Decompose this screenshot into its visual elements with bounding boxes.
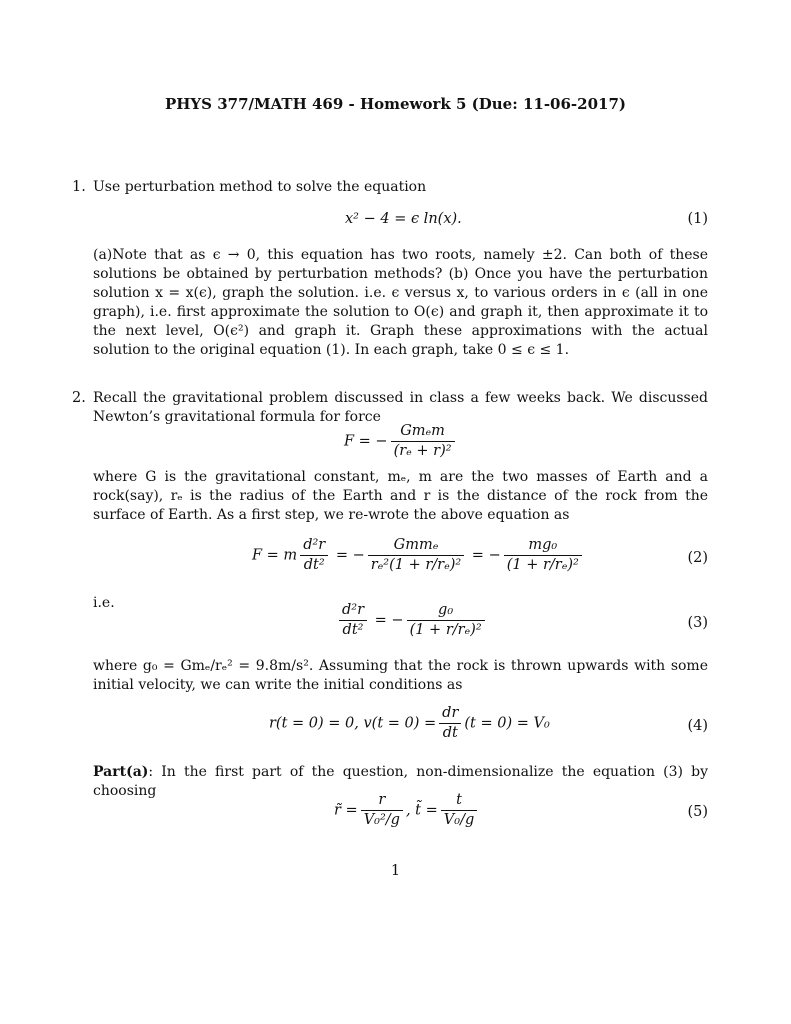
force-denominator: (rₑ + r)²	[393, 443, 452, 459]
equation-4-text: r(t = 0) = 0, v(t = 0) =	[269, 715, 437, 732]
equation-1: x² − 4 = ϵ ln(x).	[345, 211, 462, 227]
problem-2-after-force: where G is the gravitational constant, mₑ, m are the two masses of Earth and a rock(say), rₑ is the radius of the Earth and r is the distance of the rock from the surface of Earth. As a first step, we re-wrote the above equation as	[93, 469, 708, 523]
equation-2: F = m $\frac{\text{d²r}}{\text{dt²}}$ = − $\frac{\text{Gmmₑ}}{\text{rₑ²(1 + r/rₑ)²}}$ = − $\frac{\text{mg₀}}{\text{(1 + r/rₑ)²}}$	[252, 536, 585, 575]
equation-5-label: (5)	[687, 804, 708, 820]
part-a-label: Part(a)	[93, 764, 149, 780]
page-title: PHYS 377/MATH 469 - Homework 5 (Due: 11-06-2017)	[164, 95, 626, 113]
equation-2-label: (2)	[687, 550, 708, 566]
problem-2-intro: Recall the gravitational problem discussed in class a few weeks back. We discussed Newton’s gravitational formula for force	[93, 390, 708, 425]
problem-1-number: 1.	[72, 179, 86, 195]
page-number: 1	[390, 863, 401, 879]
equation-4: r(t = 0) = 0, v(t = 0) = $\frac{dr}{dt}$ (t = 0) = V₀	[269, 705, 550, 741]
problem-2-number: 2.	[72, 390, 86, 406]
force-lhs: F = −	[344, 433, 388, 450]
problem-2-after-eq3: where g₀ = Gmₑ/rₑ² = 9.8m/s². Assuming that the rock is thrown upwards with some initial velocity, we can write the initial conditions as	[93, 658, 708, 693]
force-numerator: Gmₑm	[391, 422, 455, 442]
ie-text: i.e.	[93, 595, 115, 611]
problem-1-intro: Use perturbation method to solve the equation	[93, 179, 427, 195]
equation-5: r̃ = $\frac{r}{\text{V₀²/g}}$ , t̃ = $\frac{t}{\text{V₀/g}}$	[334, 791, 480, 830]
equation-3: $\frac{\text{d²r}}{\text{dt²}}$ = − $\frac{\text{g₀}}{\text{(1 + r/rₑ)²}}$	[336, 601, 488, 640]
problem-1-body: (a)Note that as ϵ → 0, this equation has two roots, namely ±2. Can both of these solutions be obtained by perturbation methods? (b) Once you have the perturbation solution x = x(ϵ), graph the solution. i.e. ϵ versus x, to various orders in ϵ (all in one graph), i.e. first approximate the solution to O(ϵ) and graph it, then approximate it to the next level, O(ϵ²) and graph it. Graph these approximations with the actual solution to the original equation (1). In each graph, take 0 ≤ ϵ ≤ 1.	[93, 247, 708, 358]
force-equation	[344, 422, 458, 461]
equation-3-label: (3)	[687, 615, 708, 631]
equation-4-tail: (t = 0) = V₀	[464, 715, 550, 732]
equation-4-label: (4)	[687, 718, 708, 734]
part-a-description: : In the first part of the question, non-dimensionalize the equation (3) by choosing	[93, 764, 708, 799]
equation-1-label: (1)	[687, 211, 708, 227]
